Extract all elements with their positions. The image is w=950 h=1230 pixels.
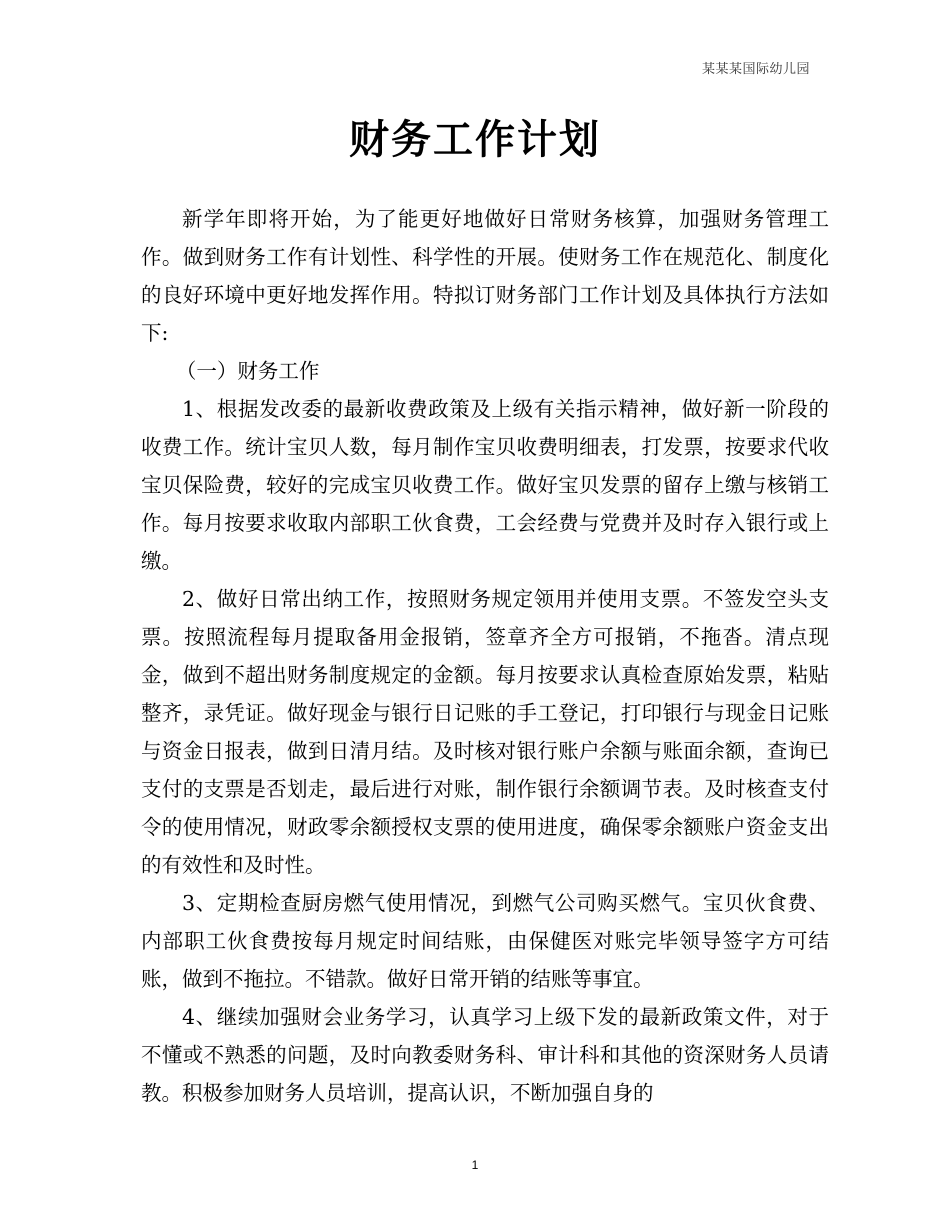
list-item: 4、继续加强财会业务学习，认真学习上级下发的最新政策文件，对于不懂或不熟悉的问题，及时向教委财务科、审计科和其他的资深财务人员请教。积极参加财务人员培训，提高认识，不断加强自身的 <box>141 1005 829 1105</box>
list-item: 1、根据发改委的最新收费政策及上级有关指示精神，做好新一阶段的收费工作。统计宝贝人数，每月制作宝贝收费明细表，打发票，按要求代收宝贝保险费，较好的完成宝贝收费工作。做好宝贝发票的留存上缴与核销工作。每月按要求收取内部职工伙食费，工会经费与党费并及时存入银行或上缴。 <box>141 397 829 573</box>
intro-paragraph: 新学年即将开始，为了能更好地做好日常财务核算，加强财务管理工作。做到财务工作有计划性、科学性的开展。使财务工作在规范化、制度化的良好环境中更好地发挥作用。特拟订财务部门工作计划及具体执行方法如下: <box>141 207 829 345</box>
document-body <box>141 200 829 1112</box>
page-number: 1 <box>471 1158 479 1172</box>
list-item: 2、做好日常出纳工作，按照财务规定领用并使用支票。不签发空头支票。按照流程每月提取备用金报销，签章齐全方可报销，不拖沓。清点现金，做到不超出财务制度规定的金额。每月按要求认真检查原始发票，粘贴整齐，录凭证。做好现金与银行日记账的手工登记，打印银行与现金日记账与资金日报表，做到日清月结。及时核对银行账户余额与账面余额，查询已支付的支票是否划走，最后进行对账，制作银行余额调节表。及时核查支付令的使用情况，财政零余额授权支票的使用进度，确保零余额账户资金支出的有效性和及时性。 <box>141 587 829 877</box>
list-item: 3、定期检查厨房燃气使用情况，到燃气公司购买燃气。宝贝伙食费、内部职工伙食费按每月规定时间结账，由保健医对账完毕领导签字方可结账，做到不拖拉。不错款。做好日常开销的结账等事宜。 <box>141 891 829 991</box>
page-title: 财务工作计划 <box>349 116 601 163</box>
section-heading: （一）财务工作 <box>175 359 320 383</box>
header-organization: 某某某国际幼儿园 <box>701 62 810 77</box>
